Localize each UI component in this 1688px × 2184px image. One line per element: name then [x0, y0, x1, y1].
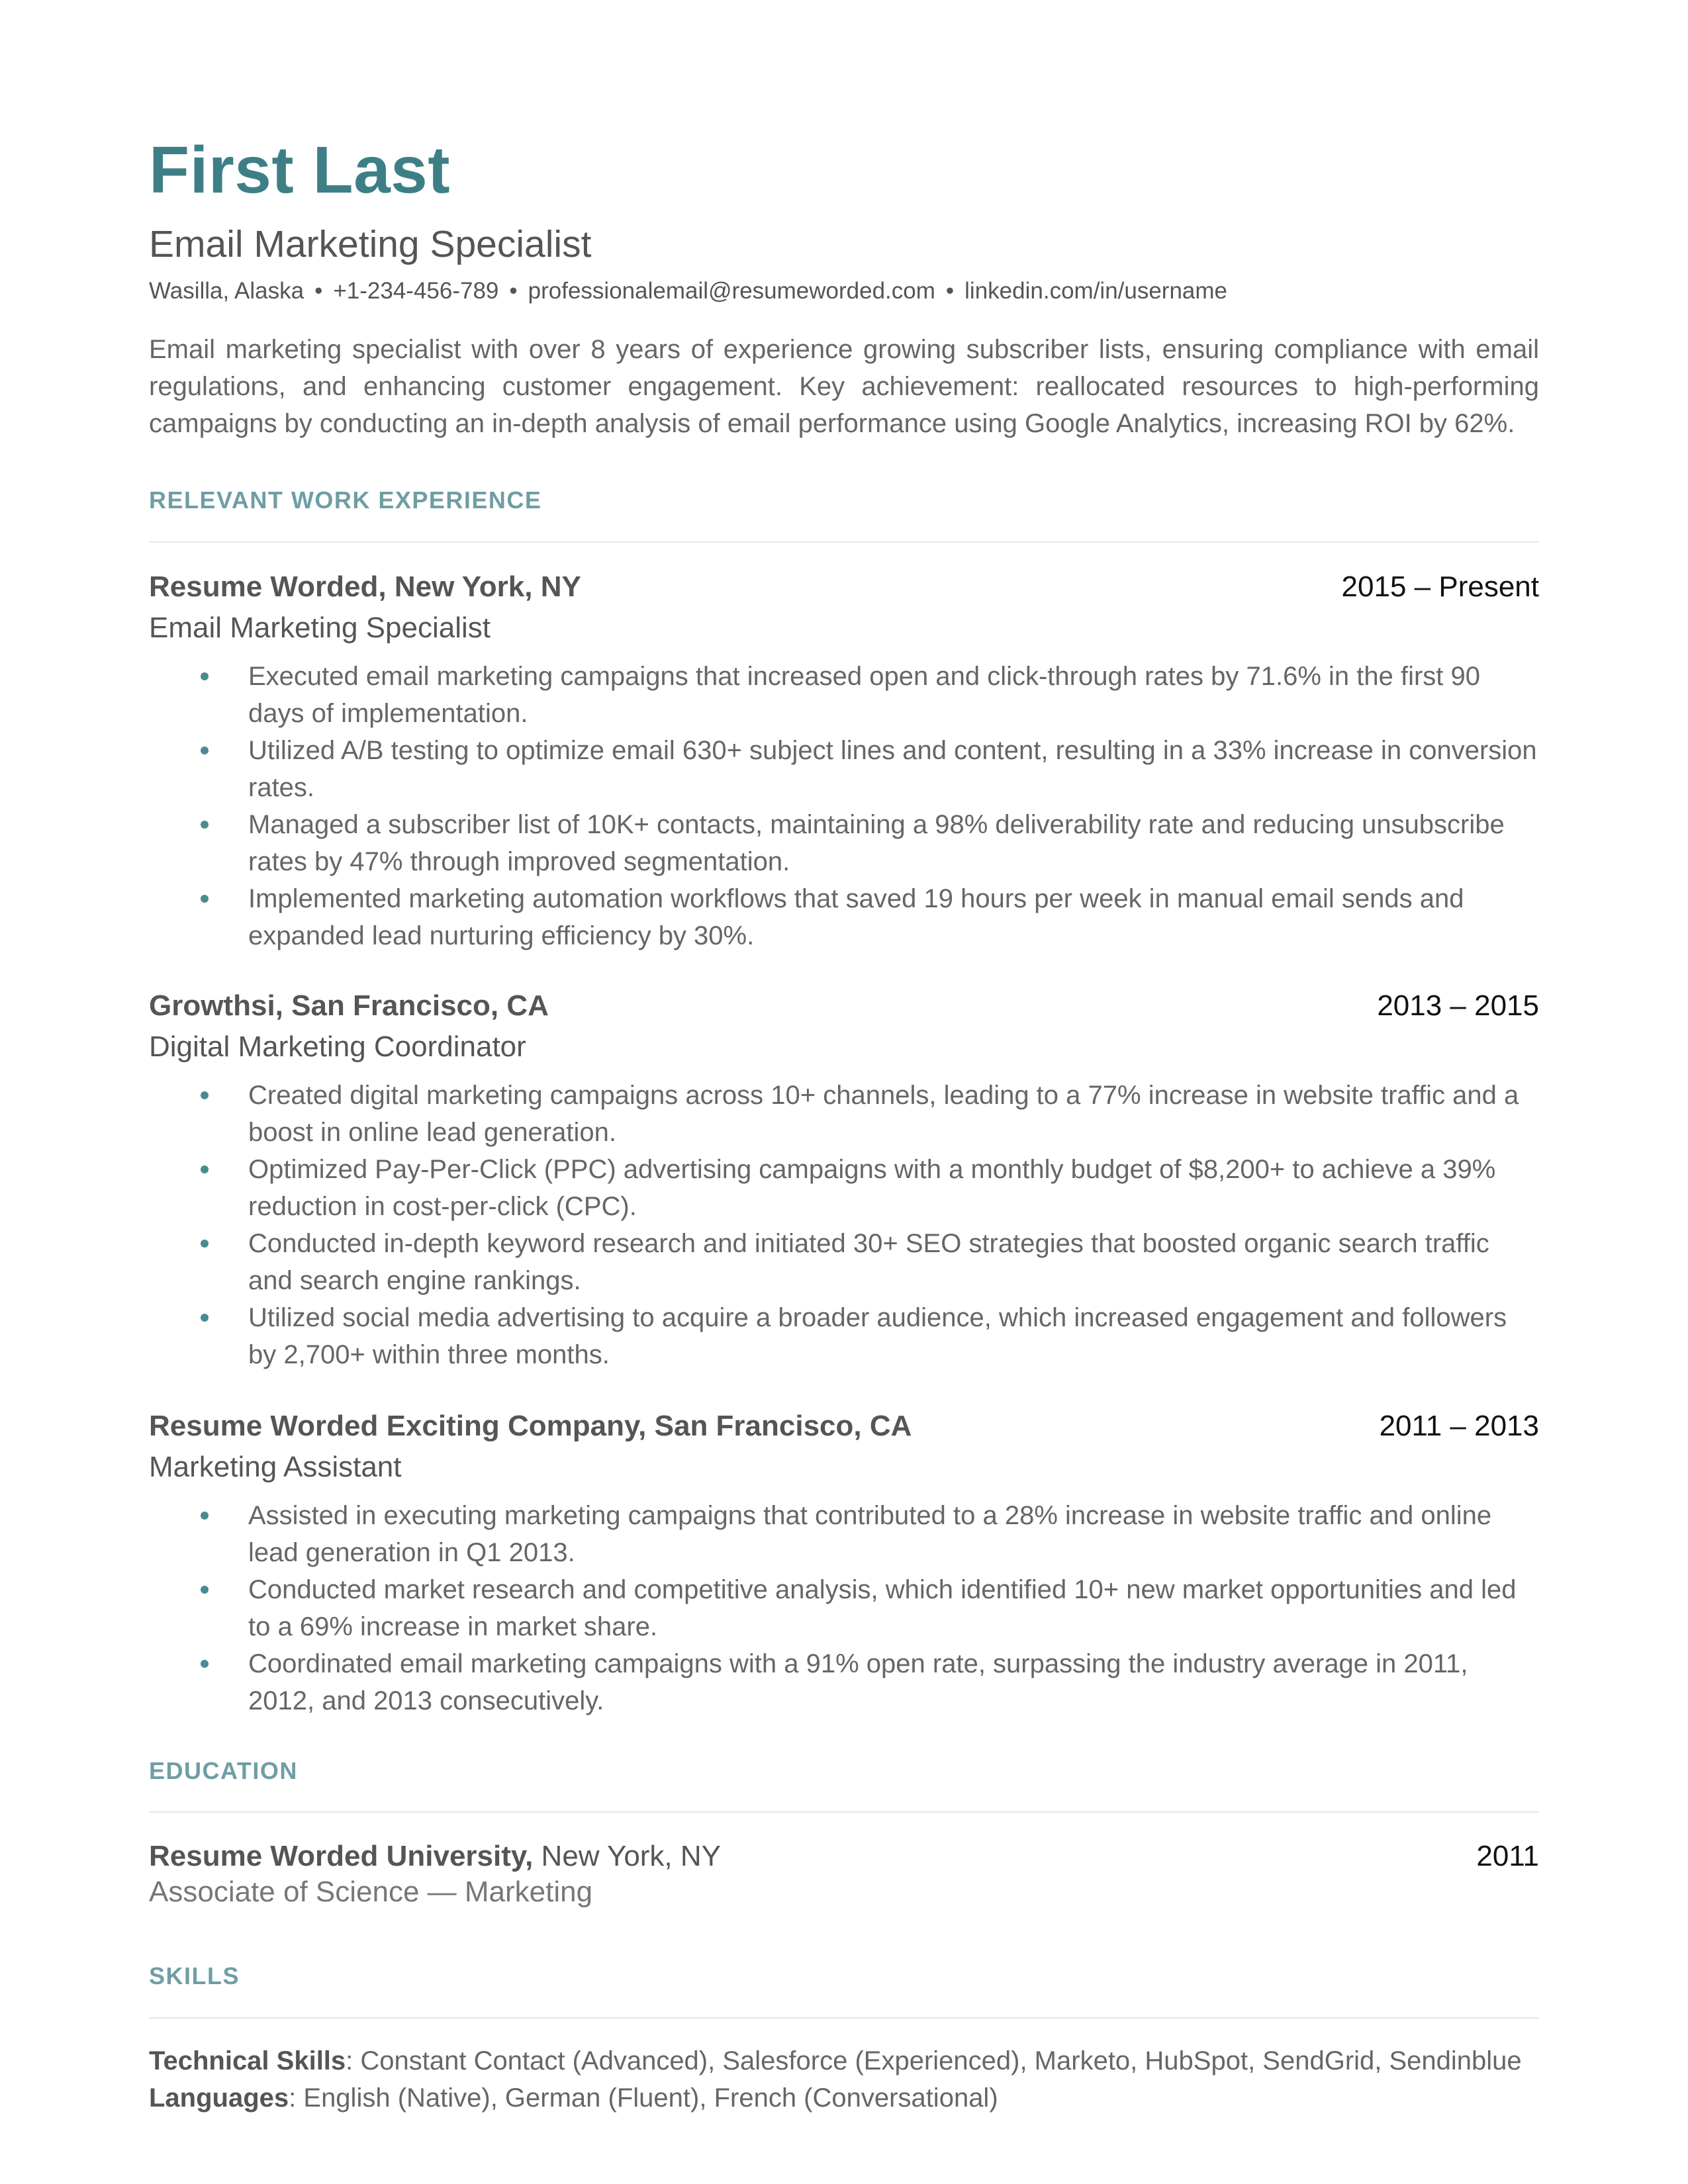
experience-divider — [149, 541, 1539, 543]
languages-value: : English (Native), German (Fluent), French (Conversational) — [289, 2083, 998, 2113]
education-location: New York, NY — [533, 1840, 722, 1872]
job-bullet — [149, 806, 1539, 880]
job-bullets — [149, 1077, 1539, 1373]
contact-separator: • — [945, 278, 955, 304]
bullet-icon — [201, 1240, 209, 1248]
bullet-text: Utilized social media advertising to acquire a broader audience, which increased engagement and followers by 2,700+ within three months. — [248, 1303, 1507, 1369]
education-entry — [149, 1840, 1539, 1909]
bullet-text: Conducted market research and competitive analysis, which identified 10+ new market opportunities and led to a 69% increase in market share. — [248, 1575, 1517, 1641]
bullet-icon — [201, 1660, 209, 1668]
education-year: 2011 — [1476, 1840, 1539, 1872]
bullet-icon — [201, 747, 209, 754]
candidate-role: Email Marketing Specialist — [149, 223, 592, 265]
technical-skills-label: Technical Skills — [149, 2046, 346, 2075]
education-heading: EDUCATION — [149, 1757, 298, 1784]
contact-email[interactable]: professionalemail@resumeworded.com — [528, 278, 935, 304]
job-bullet — [149, 658, 1539, 732]
job-title: Email Marketing Specialist — [149, 612, 491, 644]
job-header — [149, 1410, 1539, 1449]
education-divider — [149, 1811, 1539, 1813]
summary-paragraph: Email marketing specialist with over 8 years of experience growing subscriber lists, ensuring compliance with email regulations, and enhancing customer engagement. Key achievement: reallocated resources to high-performing campaigns by conducting an in-depth analysis of email performance using Google Analytics, increasing ROI by 62%. — [149, 335, 1539, 438]
job-dates: 2013 – 2015 — [1377, 989, 1539, 1022]
job-company: Growthsi, San Francisco, CA — [149, 989, 549, 1022]
education-school-line — [149, 1840, 1539, 1873]
job-bullet — [149, 732, 1539, 806]
job-entry — [149, 1410, 1539, 1719]
bullet-icon — [201, 821, 209, 829]
bullet-text: Implemented marketing automation workflows that saved 19 hours per week in manual email sends and expanded lead nurturing efficiency by 30%. — [248, 884, 1464, 950]
job-dates: 2011 – 2013 — [1379, 1410, 1539, 1442]
bullet-icon — [201, 672, 209, 680]
bullet-text: Coordinated email marketing campaigns with a 91% open rate, surpassing the industry average in 2011, 2012, and 2013 consecutively. — [248, 1649, 1468, 1715]
job-bullet — [149, 880, 1539, 954]
job-bullets — [149, 658, 1539, 954]
skills-divider — [149, 2017, 1539, 2019]
bullet-text: Created digital marketing campaigns across 10+ channels, leading to a 77% increase in website traffic and a boost in online lead generation. — [248, 1081, 1519, 1147]
contact-separator: • — [314, 278, 323, 304]
languages-label: Languages — [149, 2083, 289, 2113]
job-title: Marketing Assistant — [149, 1451, 402, 1483]
bullet-text: Utilized A/B testing to optimize email 630+ subject lines and content, resulting in a 33% increase in conversion rates. — [248, 736, 1537, 802]
bullet-text: Conducted in-depth keyword research and initiated 30+ SEO strategies that boosted organic search traffic and search engine rankings. — [248, 1229, 1489, 1295]
technical-skills-value: : Constant Contact (Advanced), Salesforce (Experienced), Marketo, HubSpot, SendGrid, Sendinblue — [346, 2046, 1522, 2075]
job-bullet — [149, 1077, 1539, 1151]
bullet-text: Optimized Pay-Per-Click (PPC) advertising campaigns with a monthly budget of $8,200+ to achieve a 39% reduction in cost-per-click (CPC). — [248, 1155, 1496, 1221]
bullet-icon — [201, 1091, 209, 1099]
job-entry — [149, 989, 1539, 1373]
job-company: Resume Worded Exciting Company, San Francisco, CA — [149, 1410, 912, 1442]
technical-skills-line — [149, 2042, 1539, 2079]
contact-phone: +1-234-456-789 — [333, 278, 499, 304]
bullet-icon — [201, 1586, 209, 1594]
bullet-icon — [201, 1165, 209, 1173]
bullet-text: Assisted in executing marketing campaigns that contributed to a 28% increase in website traffic and online lead generation in Q1 2013. — [248, 1501, 1492, 1567]
job-bullet — [149, 1299, 1539, 1373]
bullet-text: Executed email marketing campaigns that increased open and click-through rates by 71.6% in the first 90 days of implementation. — [248, 662, 1481, 728]
contact-separator: • — [509, 278, 518, 304]
contact-linkedin[interactable]: linkedin.com/in/username — [964, 278, 1228, 304]
bullet-icon — [201, 1512, 209, 1520]
education-school: Resume Worded University, — [149, 1840, 534, 1872]
job-bullet — [149, 1225, 1539, 1299]
job-entry — [149, 570, 1539, 954]
job-bullet — [149, 1151, 1539, 1225]
experience-heading: RELEVANT WORK EXPERIENCE — [149, 486, 542, 514]
job-bullets — [149, 1497, 1539, 1719]
contact-location: Wasilla, Alaska — [149, 278, 305, 304]
candidate-name: First Last — [149, 133, 451, 207]
bullet-text: Managed a subscriber list of 10K+ contacts, maintaining a 98% deliverability rate and reducing unsubscribe rates by 47% through improved segmentation. — [248, 810, 1505, 876]
skills-heading: SKILLS — [149, 1962, 240, 1989]
job-bullet — [149, 1571, 1539, 1645]
job-header — [149, 570, 1539, 610]
job-header — [149, 989, 1539, 1029]
job-bullet — [149, 1497, 1539, 1571]
job-dates: 2015 – Present — [1341, 570, 1539, 603]
job-title: Digital Marketing Coordinator — [149, 1030, 526, 1063]
job-bullet — [149, 1645, 1539, 1719]
bullet-icon — [201, 895, 209, 903]
contact-line — [149, 278, 1227, 304]
job-company: Resume Worded, New York, NY — [149, 570, 581, 603]
education-degree: Associate of Science — Marketing — [149, 1876, 593, 1908]
languages-line — [149, 2079, 1539, 2116]
bullet-icon — [201, 1314, 209, 1322]
skills-list — [149, 2042, 1539, 2116]
